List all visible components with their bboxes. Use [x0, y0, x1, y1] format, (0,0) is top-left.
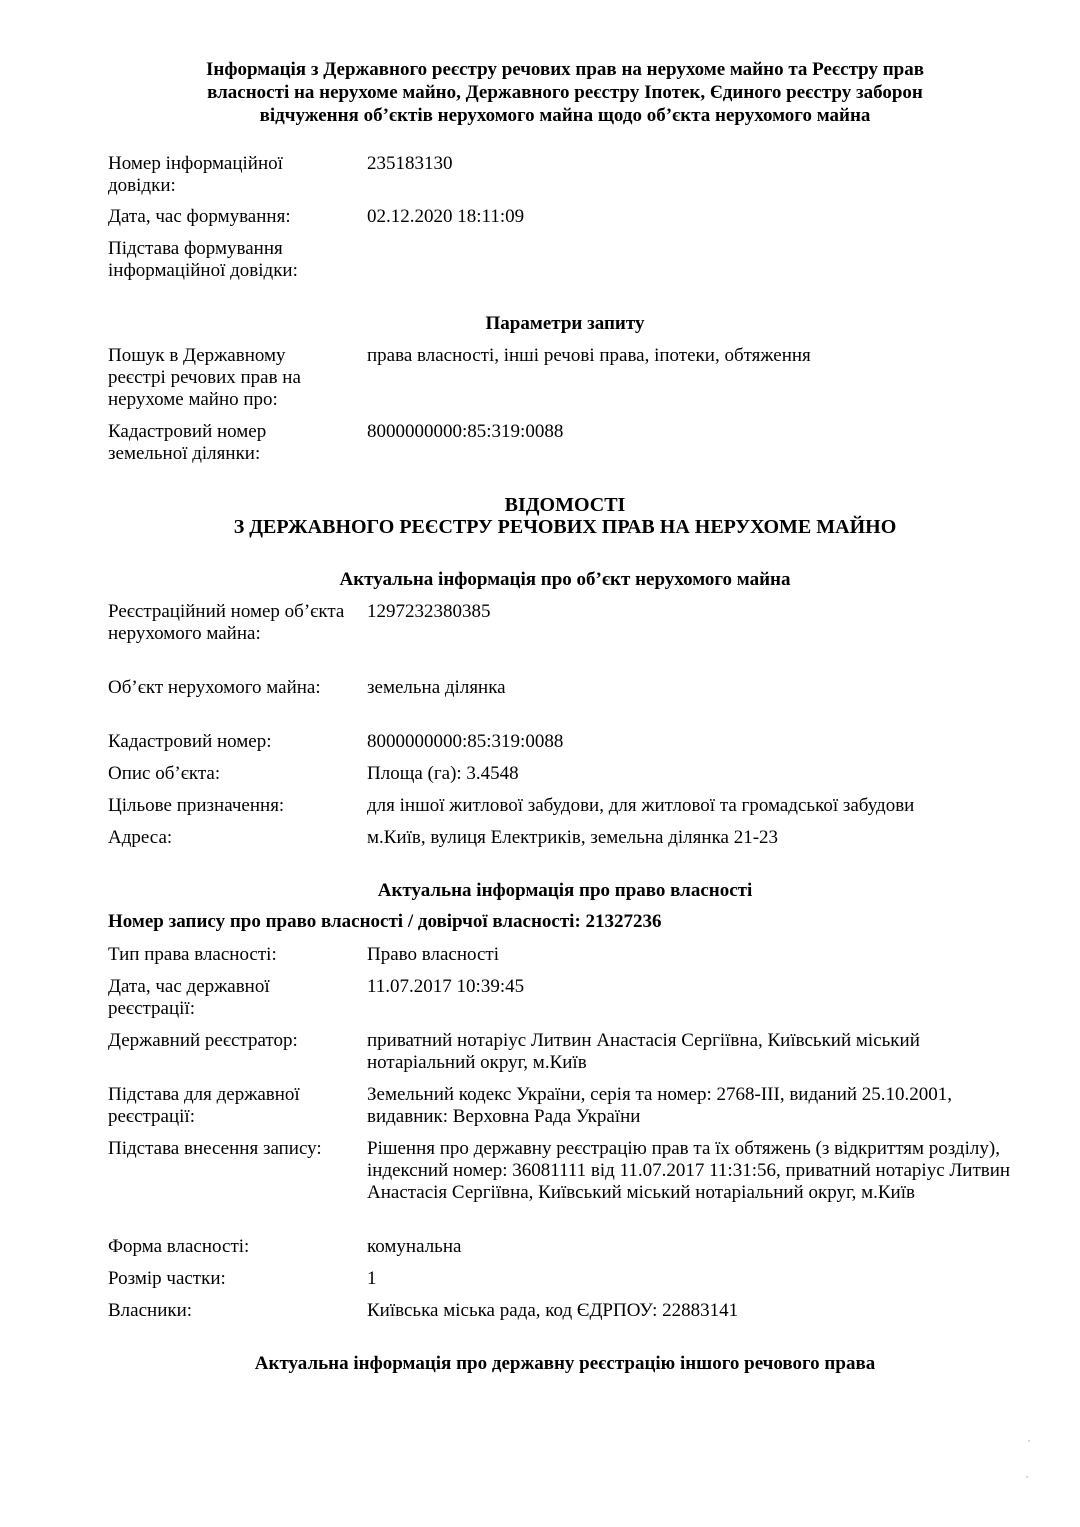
object-value: земельна ділянка: [367, 677, 506, 698]
section-heading-line-2: З ДЕРЖАВНОГО РЕЄСТРУ РЕЧОВИХ ПРАВ НА НЕРУХОМЕ МАЙНО: [233, 516, 897, 538]
object-label: Опис об’єкта:: [108, 763, 221, 784]
section-heading-line-1: ВІДОМОСТІ: [504, 494, 626, 516]
ownership-value: 11.07.2017 10:39:45: [367, 976, 525, 997]
ownership-value: 1: [367, 1268, 377, 1289]
info-label: Підстава формування інформаційної довідки:: [108, 238, 298, 281]
ownership-label: Підстава для державної реєстрації:: [108, 1084, 300, 1127]
query-label: Кадастровий номер земельної ділянки:: [108, 421, 267, 464]
document-title-line-3: відчуження об’єктів нерухомого майна щодо об’єкта нерухомого майна: [259, 105, 871, 126]
ownership-value: Земельний кодекс України, серія та номер: 2768-III, виданий 25.10.2001, видавник: Верховна Рада України: [367, 1084, 953, 1127]
query-value: 8000000000:85:319:0088: [367, 421, 564, 442]
object-label: Кадастровий номер:: [108, 731, 272, 752]
ownership-label: Форма власності:: [108, 1236, 250, 1257]
scan-speck: [1026, 1476, 1028, 1478]
object-label: Цільове призначення:: [108, 795, 285, 816]
ownership-heading: Актуальна інформація про право власності: [377, 880, 753, 901]
object-label: Адреса:: [108, 827, 173, 848]
section-heading: [108, 494, 1022, 538]
object-label: Об’єкт нерухомого майна:: [108, 677, 321, 698]
info-value: 02.12.2020 18:11:09: [367, 206, 525, 227]
ownership-label: Державний реєстратор:: [108, 1030, 298, 1051]
info-value: 235183130: [367, 153, 453, 174]
info-label: Номер інформаційної довідки:: [108, 153, 283, 196]
object-label: Реєстраційний номер об’єкта нерухомого майна:: [108, 601, 345, 644]
query-value: права власності, інші речові права, іпотеки, обтяження: [367, 345, 811, 366]
object-value: для іншої житлової забудови, для житлової та громадської забудови: [367, 795, 915, 816]
ownership-label: Розмір частки:: [108, 1268, 226, 1289]
ownership-label: Дата, час державної реєстрації:: [108, 976, 270, 1019]
object-value: м.Київ, вулиця Електриків, земельна ділянка 21-23: [367, 827, 779, 848]
other-right-heading: Актуальна інформація про державну реєстрацію іншого речового права: [254, 1353, 876, 1374]
info-label: Дата, час формування:: [108, 206, 291, 227]
object-heading: Актуальна інформація про об’єкт нерухомого майна: [339, 569, 791, 590]
document-title: [110, 58, 1020, 127]
ownership-value: Право власності: [367, 944, 499, 965]
object-value: 1297232380385: [367, 601, 491, 622]
ownership-value: Рішення про державну реєстрацію прав та їх обтяжень (з відкриттям розділу), індексний номер: 36081111 від 11.07.2017 11:31:56, приватний нотаріус Литвин Анастасія Сергіївна, Київський міський нотаріальний округ, м.Київ: [367, 1138, 1011, 1203]
ownership-value: Київська міська рада, код ЄДРПОУ: 22883141: [367, 1300, 739, 1321]
query-heading: Параметри запиту: [485, 313, 645, 334]
ownership-value: приватний нотаріус Литвин Анастасія Сергіївна, Київський міський нотаріальний округ, м.Київ: [367, 1030, 920, 1073]
ownership-label: Підстава внесення запису:: [108, 1138, 322, 1159]
record-heading: Номер запису про право власності / довірчої власності: 21327236: [108, 911, 662, 932]
object-value: 8000000000:85:319:0088: [367, 731, 564, 752]
ownership-label: Власники:: [108, 1300, 193, 1321]
scan-speck: [1028, 1440, 1030, 1442]
document-title-line-1: Інформація з Державного реєстру речових прав на нерухоме майно та Реєстру прав: [206, 59, 924, 80]
ownership-label: Тип права власності:: [108, 944, 277, 965]
ownership-value: комунальна: [367, 1236, 462, 1257]
document-title-line-2: власності на нерухоме майно, Державного реєстру Іпотек, Єдиного реєстру заборон: [207, 82, 923, 103]
object-value: Площа (га): 3.4548: [367, 763, 519, 784]
query-label: Пошук в Державному реєстрі речових прав на нерухоме майно про:: [108, 345, 301, 410]
